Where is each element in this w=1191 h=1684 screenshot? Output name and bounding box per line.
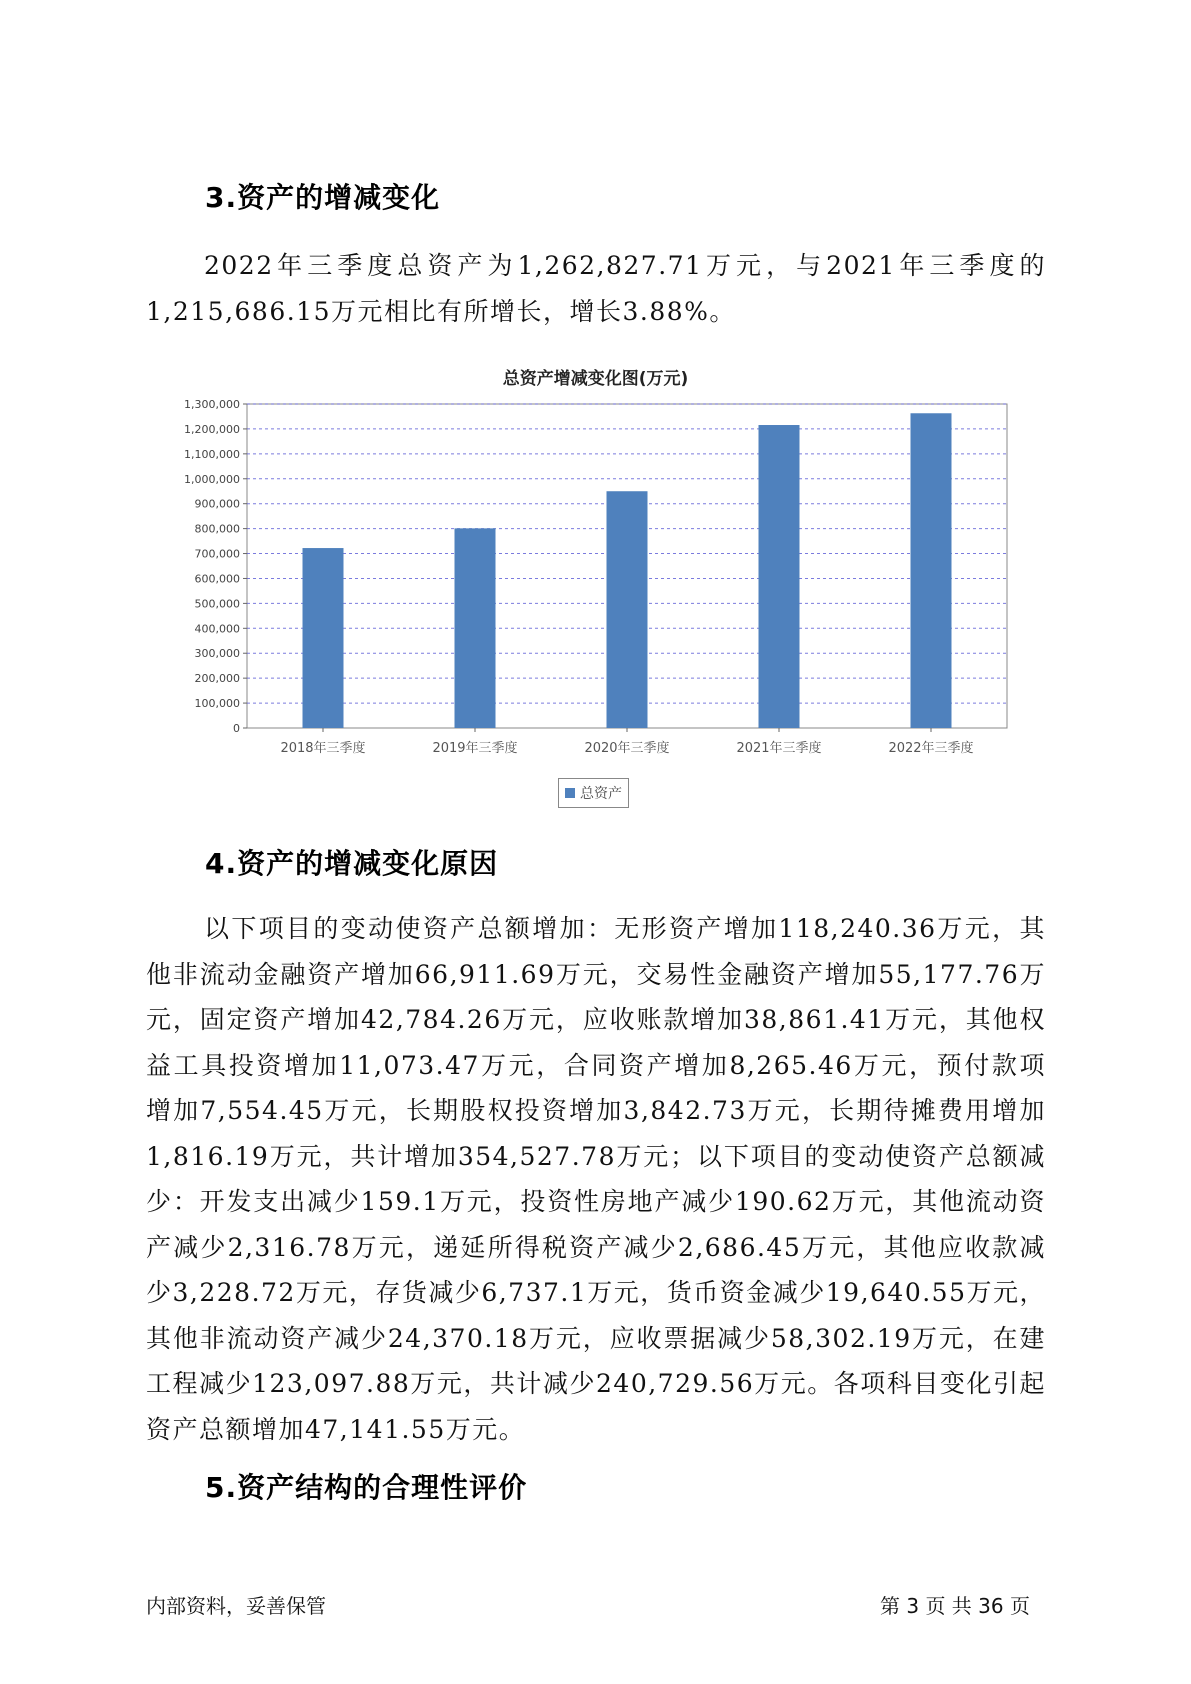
y-tick-label: 300,000 (194, 647, 240, 661)
bar (303, 548, 344, 728)
section-heading: 4.资产的增减变化原因 (205, 847, 499, 880)
y-tick-label: 0 (233, 722, 240, 735)
y-tick-label: 1,300,000 (184, 398, 240, 411)
bar-chart (165, 396, 1025, 756)
y-tick-label: 400,000 (194, 622, 240, 636)
x-tick-label: 2018年三季度 (280, 741, 366, 756)
y-tick-label: 1,200,000 (184, 422, 240, 436)
x-tick-label: 2020年三季度 (584, 741, 670, 756)
y-tick-label: 900,000 (194, 497, 240, 511)
y-tick-label: 200,000 (194, 672, 240, 686)
footer-page-number: 第 3 页 共 36 页 (880, 1594, 1030, 1618)
y-tick-label: 1,000,000 (184, 472, 240, 486)
section-heading: 3.资产的增减变化 (205, 181, 441, 214)
y-tick-label: 600,000 (194, 572, 240, 586)
bar (911, 413, 952, 728)
x-tick-label: 2021年三季度 (736, 741, 822, 756)
section-heading: 5.资产结构的合理性评价 (205, 1471, 528, 1504)
y-tick-label: 500,000 (194, 597, 240, 611)
chart-title: 总资产增减变化图(万元) (502, 369, 689, 389)
body-paragraph: 以下项目的变动使资产总额增加：无形资产增加118,240.36万元，其他非流动金融资产增加66,911.69万元，交易性金融资产增加55,177.76万元，固定资产增加42,784.26万元，应收账款增加38,861.41万元，其他权益工具投资增加11,073.47万元，合同资产增加8,265.46万元，预付款项增加7,554.45万元，长期股权投资增加3,842.73万元，长期待摊费用增加1,816.19万元，共计增加354,527.78万元；以下项目的变动使资产总额减少：开发支出减少159.1万元，投资性房地产减少190.62万元，其他流动资产减少2,316.78万元，递延所得税资产减少2,686.45万元，其他应收款减少3,228.72万元，存货减少6,737.1万元，货币资金减少19,640.55万元，其他非流动资产减少24,370.18万元，应收票据减少58,302.19万元，在建工程减少123,097.88万元，共计减少240,729.56万元。各项科目变化引起资产总额增加47,141.55万元。 (146, 914, 1046, 1444)
bar (759, 425, 800, 728)
chart-legend (558, 778, 629, 808)
legend-swatch (565, 788, 575, 798)
y-tick-label: 700,000 (194, 547, 240, 561)
y-tick-label: 1,100,000 (184, 447, 240, 461)
x-tick-label: 2019年三季度 (432, 741, 518, 756)
y-tick-label: 800,000 (194, 522, 240, 536)
footer-confidential-note: 内部资料，妥善保管 (146, 1594, 326, 1618)
x-tick-label: 2022年三季度 (888, 741, 974, 756)
y-tick-label: 100,000 (194, 697, 240, 711)
bar (455, 528, 496, 728)
body-paragraph: 2022年三季度总资产为1,262,827.71万元，与2021年三季度的1,215,686.15万元相比有所增长，增长3.88%。 (146, 251, 1046, 326)
bar (607, 491, 648, 728)
legend-label: 总资产 (580, 786, 622, 802)
